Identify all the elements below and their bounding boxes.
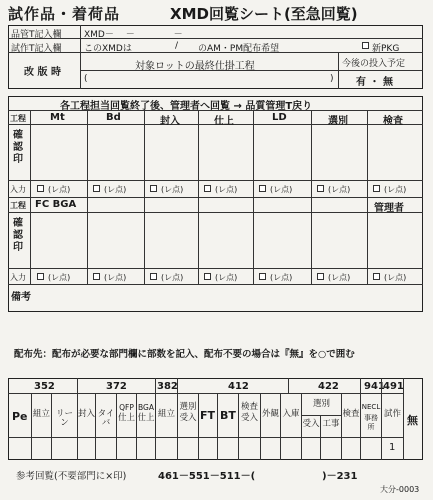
confirm-stamp-label-1: 確認印 xyxy=(13,130,23,165)
code-941: 941 xyxy=(364,381,385,392)
fc-bga-label: FC BGA xyxy=(35,199,77,210)
am-pm-delivery-text[interactable]: のAM・PM配布希望 xyxy=(198,44,280,54)
plan-label: 今後の投入予定 xyxy=(342,59,406,69)
dept-qfp-sub: 仕上 xyxy=(117,413,135,423)
entry-checkbox-mt[interactable] xyxy=(37,185,44,192)
entry-checkbox-senbetsu[interactable] xyxy=(317,185,324,192)
code-491: 491 xyxy=(383,381,404,392)
date-slash[interactable]: / xyxy=(175,41,179,51)
qc-entry-label: 品管T記入欄 xyxy=(11,30,62,40)
form-title-right: XMD回覧シート(至急回覧) xyxy=(170,5,358,23)
dept-kensa-a: 検査 xyxy=(240,402,258,412)
revision-label: 改 版 時 xyxy=(24,67,61,78)
entry-checkbox-kensa[interactable] xyxy=(373,185,380,192)
lot-paren-close: ) xyxy=(330,74,334,84)
plan-yes-no[interactable]: 有 ・ 無 xyxy=(356,77,393,88)
entry-checkbox-bd[interactable] xyxy=(93,185,100,192)
col-ld: LD xyxy=(272,112,287,123)
dept-senbetsu-b-sub2: 工事 xyxy=(322,419,340,429)
code-382: 382 xyxy=(157,381,178,392)
dept-ft: FT xyxy=(200,409,216,422)
code-352: 352 xyxy=(34,381,55,392)
new-pkg-label: 新PKG xyxy=(372,44,400,54)
dept-taiba: タイバ xyxy=(97,409,115,428)
remarks-label: 備考 xyxy=(11,292,31,303)
entry2-hint-4: (レ点) xyxy=(215,273,238,282)
dept-senbetsu-a: 選別 xyxy=(179,402,197,412)
doc-number: 461－551－511－( xyxy=(158,471,256,482)
trial-entry-label: 試作T記入欄 xyxy=(11,44,62,54)
entry2-hint-1: (レ点) xyxy=(48,273,71,282)
entry2-hint-2: (レ点) xyxy=(104,273,127,282)
dept-shisaku: 試作 xyxy=(383,409,401,419)
entry-hint-kensa: (レ点) xyxy=(384,185,407,194)
distribution-note: 配布先：配布が必要な部門欄に部数を記入、配布不要の場合は『無』を○で囲む xyxy=(14,349,355,360)
col-bd: Bd xyxy=(106,112,121,123)
process-banner: 各工程担当回覧終了後、管理者へ回覧 → 品質管理T戻り xyxy=(60,101,313,112)
new-pkg-checkbox[interactable] xyxy=(362,42,369,49)
entry2-checkbox-6[interactable] xyxy=(317,273,324,280)
entry-label-1: 入力 xyxy=(10,185,26,194)
dept-gaikan: 外観 xyxy=(261,409,279,419)
dept-senbetsu-b-sub1: 受入 xyxy=(302,419,320,429)
col-mt: Mt xyxy=(50,112,65,123)
confirm-stamp-label-2: 確認印 xyxy=(13,218,23,253)
entry-hint-mt: (レ点) xyxy=(48,185,71,194)
code-372: 372 xyxy=(106,381,127,392)
col-fuunyu: 封入 xyxy=(160,116,180,127)
code-412: 412 xyxy=(228,381,249,392)
entry-hint-fuunyu: (レ点) xyxy=(161,185,184,194)
entry2-hint-3: (レ点) xyxy=(161,273,184,282)
dept-nyuko: 入庫 xyxy=(282,409,300,419)
dept-qfp: QFP xyxy=(119,403,134,412)
entry2-checkbox-7[interactable] xyxy=(373,273,380,280)
process-row-label: 工程 xyxy=(10,114,26,123)
entry-checkbox-ld[interactable] xyxy=(259,185,266,192)
dept-kensa-b: 検査 xyxy=(342,409,360,419)
dept-senbetsu-a-sub: 受入 xyxy=(179,413,197,423)
entry2-checkbox-2[interactable] xyxy=(93,273,100,280)
entry-checkbox-fuunyu[interactable] xyxy=(150,185,157,192)
target-lot-label: 対象ロットの最終仕掛工程 xyxy=(135,61,255,72)
dept-kensa-a-sub: 受入 xyxy=(240,413,258,423)
dept-senbetsu-b: 選別 xyxy=(312,399,330,409)
dept-bga: BGA xyxy=(138,403,154,412)
entry2-hint-5: (レ点) xyxy=(270,273,293,282)
entry2-hint-6: (レ点) xyxy=(328,273,351,282)
dept-bga-sub: 仕上 xyxy=(137,413,155,423)
process-row-label-2: 工程 xyxy=(10,201,26,210)
entry-hint-bd: (レ点) xyxy=(104,185,127,194)
col-kensa: 検査 xyxy=(383,116,403,127)
dept-fuunyu: 封入 xyxy=(78,409,96,419)
entry2-checkbox-5[interactable] xyxy=(259,273,266,280)
entry2-checkbox-4[interactable] xyxy=(204,273,211,280)
dept-nec: NECL xyxy=(361,403,381,411)
dept-kumitate-2: 組立 xyxy=(157,409,175,419)
xmd-intro-text: このXMDは xyxy=(84,44,132,54)
entry2-checkbox-1[interactable] xyxy=(37,273,44,280)
col-senbetsu: 選別 xyxy=(328,116,348,127)
entry-checkbox-shiage[interactable] xyxy=(204,185,211,192)
form-code: 大分-0003 xyxy=(380,485,420,494)
entry-label-2: 入力 xyxy=(10,273,26,282)
dept-lean: リーン xyxy=(55,409,73,428)
dept-pe: Pe xyxy=(12,410,28,423)
dept-kumitate-1: 組立 xyxy=(32,409,50,419)
manager-label: 管理者 xyxy=(374,203,404,214)
lot-paren-open: ( xyxy=(84,74,88,84)
dept-bt: BT xyxy=(220,409,236,422)
entry2-hint-7: (レ点) xyxy=(384,273,407,282)
dept-nec-sub: 事務所 xyxy=(364,414,378,431)
doc-number-suffix: )－231 xyxy=(322,471,358,482)
entry-hint-senbetsu: (レ点) xyxy=(328,185,351,194)
reference-circulation-label: 参考回覧(不要部門に×印) xyxy=(16,471,127,482)
entry-hint-ld: (レ点) xyxy=(270,185,293,194)
form-title-left: 試作品・着荷品 xyxy=(8,5,121,23)
shisaku-count[interactable]: 1 xyxy=(389,442,396,453)
entry2-checkbox-3[interactable] xyxy=(150,273,157,280)
xmd-number-field[interactable]: XMD－ － － xyxy=(84,30,183,40)
none-label[interactable]: 無 xyxy=(407,414,418,427)
code-422: 422 xyxy=(318,381,339,392)
col-shiage: 仕上 xyxy=(214,116,234,127)
entry-hint-shiage: (レ点) xyxy=(215,185,238,194)
